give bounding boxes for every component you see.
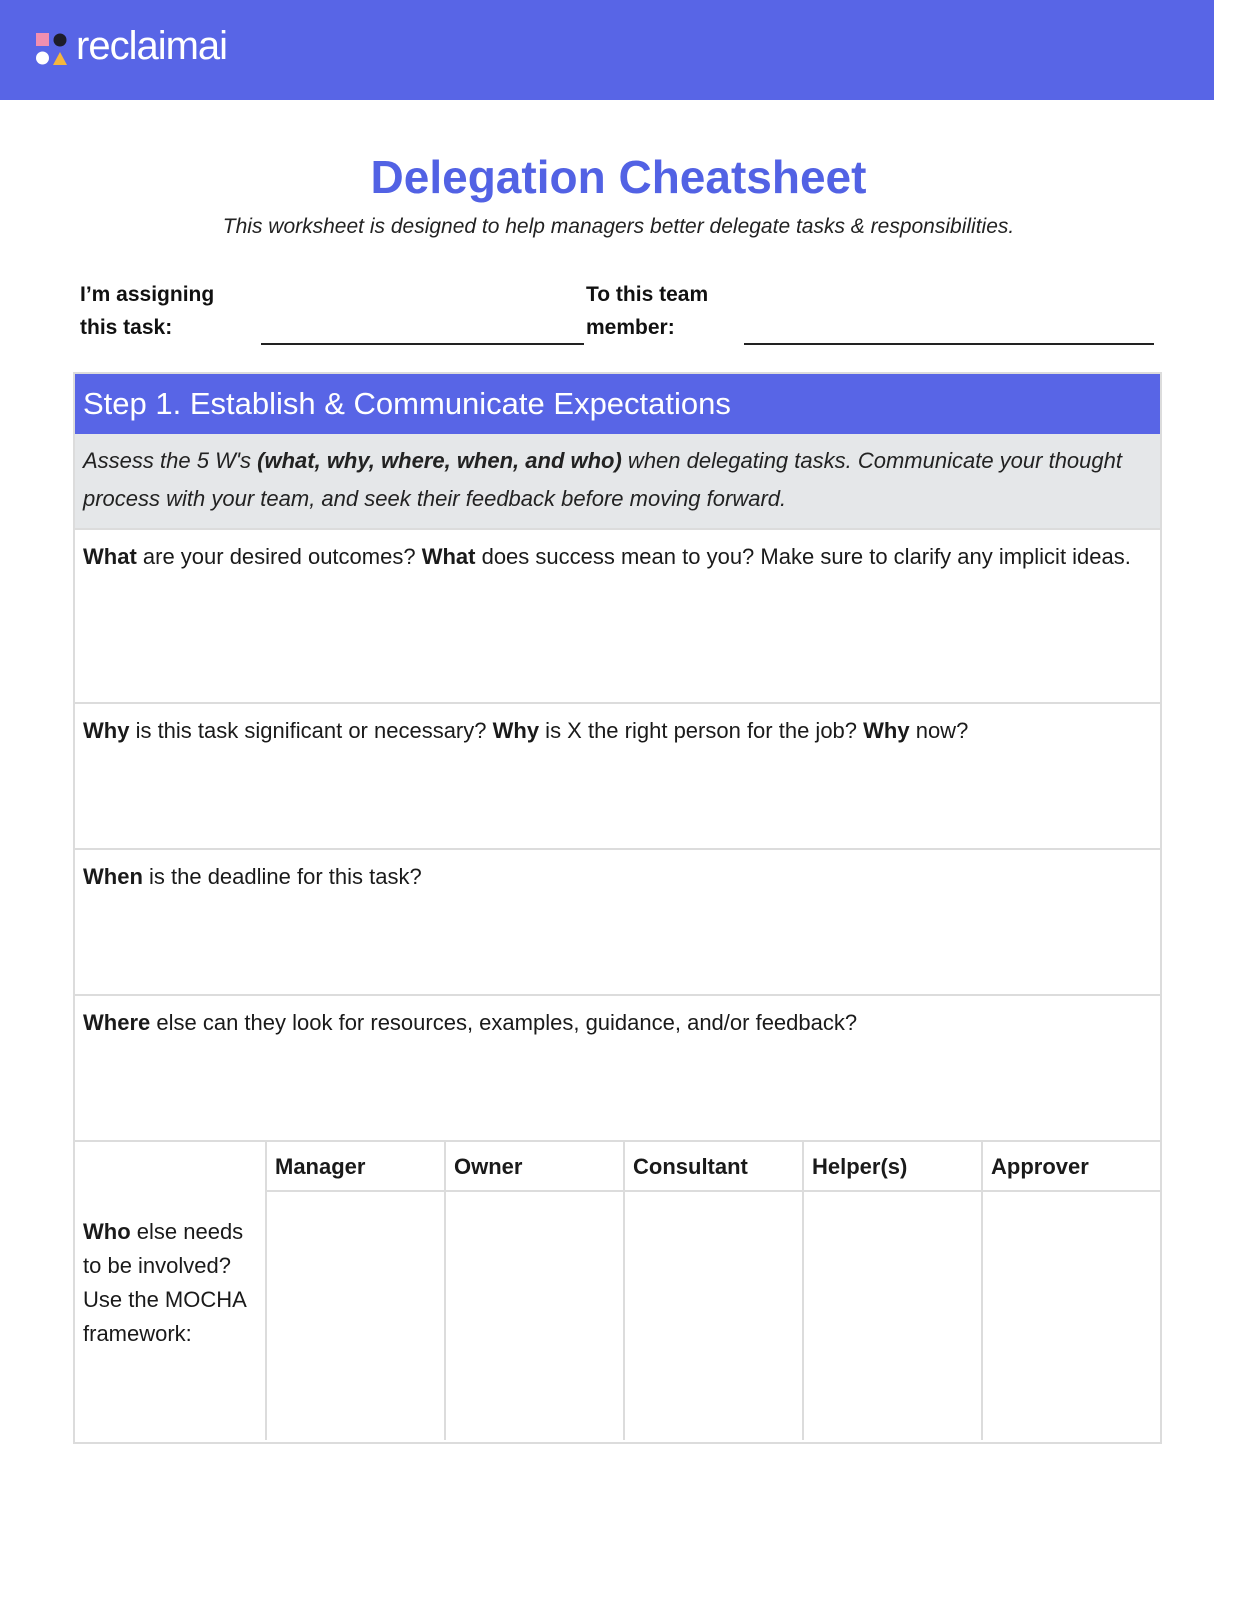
brand-header-bar bbox=[0, 0, 1214, 100]
when-question-field[interactable]: When is the deadline for this task? bbox=[75, 848, 1160, 994]
member-input-line[interactable] bbox=[744, 343, 1154, 345]
mocha-header-owner: Owner bbox=[446, 1142, 623, 1192]
where-question-field[interactable]: Where else can they look for resources, examples, guidance, and/or feedback? bbox=[75, 994, 1160, 1140]
mocha-column-owner bbox=[446, 1142, 625, 1440]
task-label: I’m assigning this task: bbox=[80, 283, 215, 339]
mocha-cell-consultant[interactable] bbox=[625, 1192, 802, 1440]
reclaim-logo-icon bbox=[36, 32, 70, 66]
mocha-column-consultant bbox=[625, 1142, 804, 1440]
what-question-field[interactable]: What are your desired outcomes? What does success mean to you? Make sure to clarify any implicit ideas. bbox=[75, 528, 1160, 702]
mocha-header-manager: Manager bbox=[267, 1142, 444, 1192]
who-question-row bbox=[75, 1140, 1160, 1440]
mocha-cell-manager[interactable] bbox=[267, 1192, 444, 1440]
page-subtitle: This worksheet is designed to help managers better delegate tasks & responsibilities. bbox=[222, 215, 1015, 238]
task-input-line[interactable] bbox=[261, 343, 584, 345]
member-label: To this team member: bbox=[586, 283, 709, 339]
step1-section bbox=[73, 372, 1162, 1444]
step1-title: Step 1. Establish & Communicate Expectations bbox=[75, 374, 1160, 434]
mocha-table bbox=[267, 1142, 1160, 1440]
mocha-column-approver bbox=[983, 1142, 1160, 1440]
mocha-cell-approver[interactable] bbox=[983, 1192, 1160, 1440]
brand-name: reclaimai bbox=[76, 24, 228, 68]
step1-description: Assess the 5 W's (what, why, where, when, and who) when delegating tasks. Communicate your thought process with your team, and seek their feedback before moving forward. bbox=[75, 434, 1160, 528]
mocha-cell-helpers[interactable] bbox=[804, 1192, 981, 1440]
mocha-column-manager bbox=[267, 1142, 446, 1440]
page-title: Delegation Cheatsheet bbox=[370, 151, 867, 203]
mocha-header-approver: Approver bbox=[983, 1142, 1160, 1192]
why-question-field[interactable]: Why is this task significant or necessary? Why is X the right person for the job? Why now? bbox=[75, 702, 1160, 848]
mocha-header-consultant: Consultant bbox=[625, 1142, 802, 1192]
mocha-header-helpers: Helper(s) bbox=[804, 1142, 981, 1192]
mocha-cell-owner[interactable] bbox=[446, 1192, 623, 1440]
who-question-text: Who else needs to be involved? Use the MOCHA framework: bbox=[75, 1142, 267, 1440]
mocha-column-helpers bbox=[804, 1142, 983, 1440]
